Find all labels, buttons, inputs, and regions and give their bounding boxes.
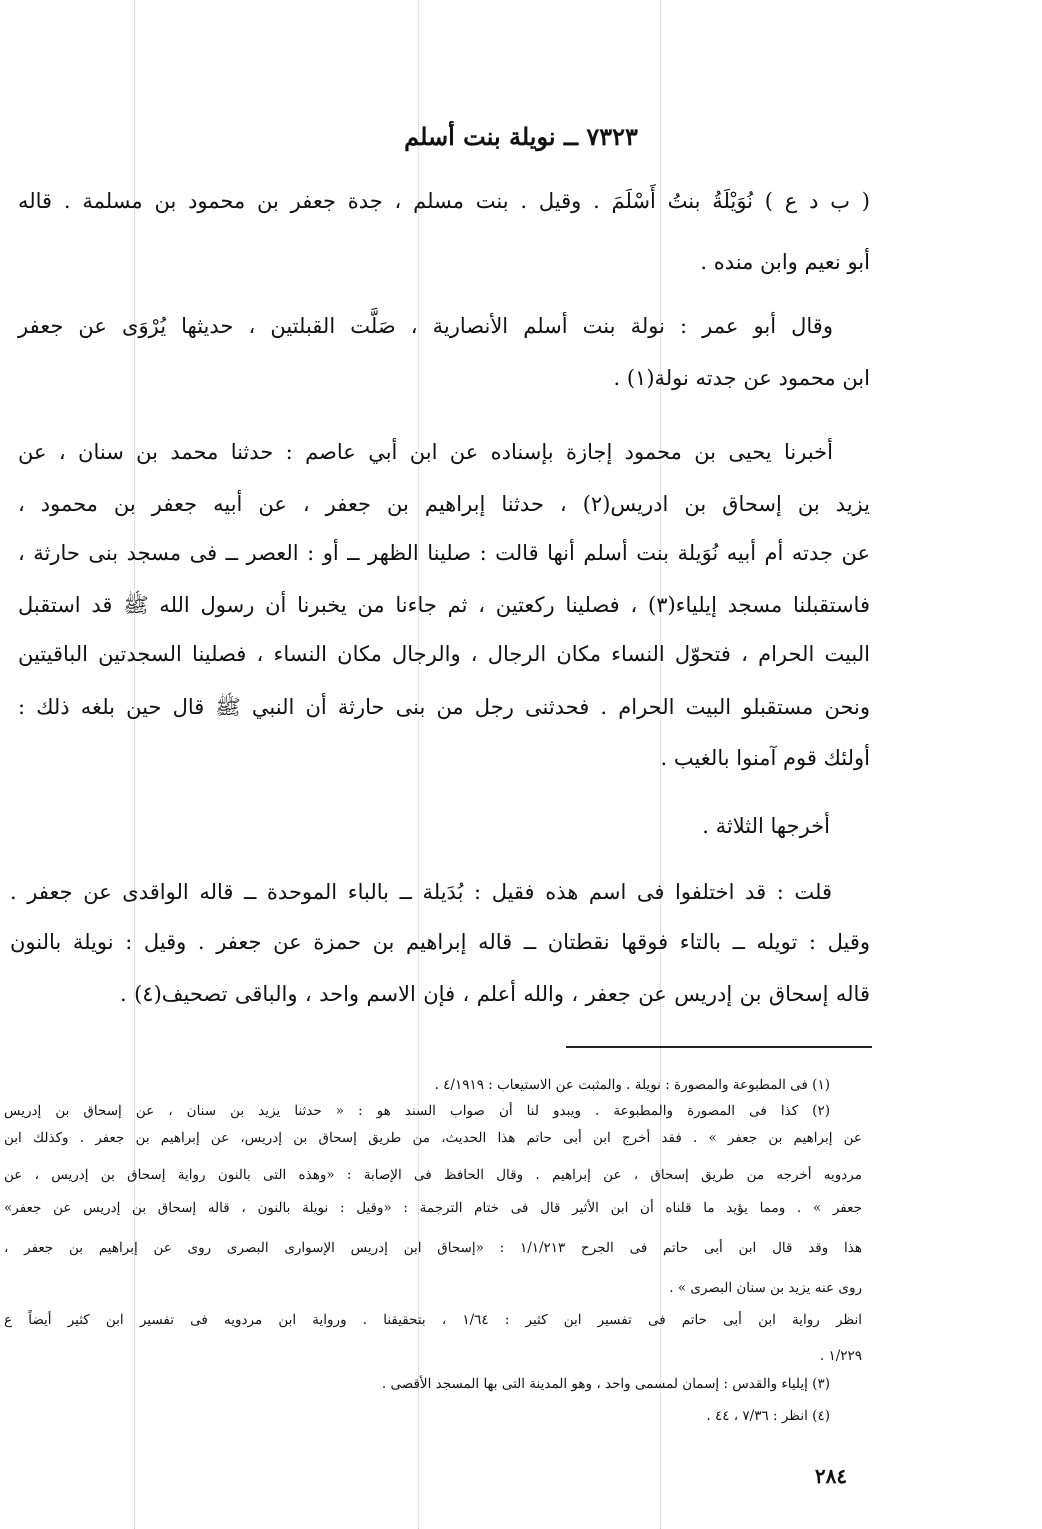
body-line: أخرجها الثلاثة . xyxy=(702,814,830,838)
footnote-line: انظر رواية ابن أبى حاتم فى تفسير ابن كثير : ١/٦٤ ، بتحقيقنا . ورواية ابن مردويه فى تفسير ابن كثير أيضاً ع xyxy=(4,1312,863,1328)
body-line: ابن محمود عن جدته نولة(١) . xyxy=(613,366,870,390)
body-line: يزيد بن إسحاق بن ادريس(٢) ، حدثنا إبراهيم بن جعفر ، عن أبيه جعفر بن محمود ، xyxy=(18,492,870,516)
body-line: قلت : قد اختلفوا فى اسم هذه فقيل : بُدَيلة ــ بالباء الموحدة ــ قاله الواقدى عن جعفر . xyxy=(10,880,832,904)
page-number: ٢٨٤ xyxy=(814,1464,848,1488)
footnote-line: (٤) انظر : ٧/٣٦ ، ٤٤ . xyxy=(706,1408,830,1424)
body-line: أبو نعيم وابن منده . xyxy=(700,250,870,274)
footnote-line: (٢) كذا فى المصورة والمطبوعة . ويبدو لنا أن صواب السند هو : « حدثنا يزيد بن سنان ، عن إسحاق بن إدريس xyxy=(4,1103,830,1119)
body-line: ونحن مستقبلو البيت الحرام . فحدثنى رجل من بنى حارثة أن النبي ﷺ قال حين بلغه ذلك : xyxy=(18,695,870,719)
footnote-line: هذا وقد قال ابن أبى حاتم فى الجرح ١/١/٢١٣ : «إسحاق ابن إدريس الإسوارى البصرى روى عن إبراهيم بن جعفر ، xyxy=(4,1240,862,1256)
body-line: فاستقبلنا مسجد إيلياء(٣) ، فصلينا ركعتين ، ثم جاءنا من يخبرنا أن رسول الله ﷺ قد استقبل xyxy=(18,593,870,617)
footnote-line: (١) فى المطبوعة والمصورة : نويلة . والمثبت عن الاستيعاب : ٤/١٩١٩ . xyxy=(434,1077,830,1093)
footnote-line: عن إبراهيم بن جعفر » . فقد أخرج ابن أبى حاتم هذا الحديث، من طريق إسحاق بن إدريس، عن إبراهيم بن جعفر . وكذلك ابن xyxy=(4,1130,862,1146)
entry-title: ٧٣٢٣ ــ نويلة بنت أسلم xyxy=(404,122,638,151)
body-line: أخبرنا يحيى بن محمود إجازة بإسناده عن ابن أبي عاصم : حدثنا محمد بن سنان ، عن xyxy=(18,440,833,464)
body-line: عن جدته أم أبيه نُوَيلة بنت أسلم أنها قالت : صلينا الظهر ــ أو : العصر ــ فى مسجد بنى حارثة ، xyxy=(18,541,870,565)
footnote-line: ١/٢٢٩ . xyxy=(819,1348,862,1364)
footnote-line: مردويه أخرجه من طريق إسحاق ، عن إبراهيم . وقال الحافظ فى الإصابة : «وهذه التى بالنون رواية إسحاق بن إدريس ، عن xyxy=(4,1167,862,1183)
body-line: ( ب د ع ) نُوَيْلَةُ بنتُ أَسْلَمَ . وقيل . بنت مسلم ، جدة جعفر بن محمود بن مسلمة . قاله xyxy=(18,189,870,213)
body-line: وقال أبو عمر : نولة بنت أسلم الأنصارية ، صَلَّت القبلتين ، حديثها يُرْوَى عن جعفر xyxy=(18,314,833,338)
footnote-separator xyxy=(566,1046,872,1048)
footnote-line: روى عنه يزيد بن سنان البصرى » . xyxy=(669,1280,862,1296)
scan-guide-line xyxy=(134,0,135,1529)
body-line: وقيل : تويله ــ بالتاء فوقها نقطتان ــ قاله إبراهيم بن حمزة عن جعفر . وقيل : نويلة بالنون xyxy=(10,930,870,954)
footnote-line: (٣) إيلياء والقدس : إسمان لمسمى واحد ، وهو المدينة التى بها المسجد الأقصى . xyxy=(381,1376,830,1392)
body-line: قاله إسحاق بن إدريس عن جعفر ، والله أعلم ، فإن الاسم واحد ، والباقى تصحيف(٤) . xyxy=(120,982,870,1006)
body-line: أولئك قوم آمنوا بالغيب . xyxy=(660,746,870,770)
footnote-line: جعفر » . ومما يؤيد ما قلناه أن ابن الأثير قال فى ختام الترجمة : «وقيل : نويلة بالنون ، قاله إسحاق بن إدريس عن جعفر» xyxy=(4,1200,862,1216)
body-line: البيت الحرام ، فتحوّل النساء مكان الرجال ، والرجال مكان النساء ، فصلينا السجدتين الباقيتين xyxy=(18,642,870,666)
